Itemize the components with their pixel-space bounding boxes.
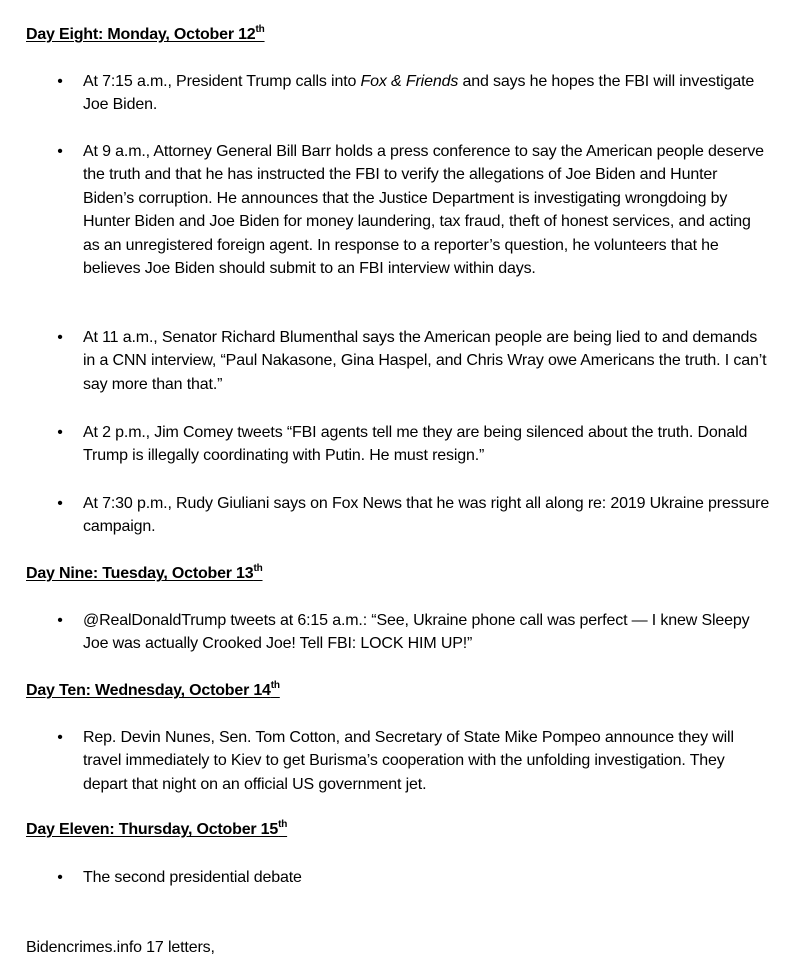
footer-note: Bidencrimes.info 17 letters, <box>26 939 215 956</box>
bullet-icon: • <box>57 729 63 746</box>
day-ten-heading: Day Ten: Wednesday, October 14th <box>26 680 280 699</box>
day-eight-item-4: At 2 p.m., Jim Comey tweets “FBI agents tell me they are being silenced about the truth. Donald Trump is illegally coordinating with Putin. He must resign.” <box>83 424 748 465</box>
day-eleven-item-1: The second presidential debate <box>83 869 302 886</box>
day-ten-item-1: Rep. Devin Nunes, Sen. Tom Cotton, and Secretary of State Mike Pompeo announce they will travel immediately to Kiev to get Burisma’s cooperation with the unfolding investigation. They depart that night on an official US government jet. <box>83 729 734 793</box>
day-eight-item-5: At 7:30 p.m., Rudy Giuliani says on Fox News that he was right all along re: 2019 Ukraine pressure campaign. <box>83 495 770 536</box>
day-eight-item-3: At 11 a.m., Senator Richard Blumenthal says the American people are being lied to and demands in a CNN interview, “Paul Nakasone, Gina Haspel, and Chris Wray owe Americans the truth. I can’t say more than that.” <box>83 329 767 393</box>
day-nine-item-1: @RealDonaldTrump tweets at 6:15 a.m.: “See, Ukraine phone call was perfect — I knew Sleepy Joe was actually Crooked Joe! Tell FBI: LOCK HIM UP!” <box>83 612 750 653</box>
bullet-icon: • <box>57 73 63 90</box>
bullet-icon: • <box>57 424 63 441</box>
day-eleven-heading: Day Eleven: Thursday, October 15th <box>26 819 288 838</box>
bullet-icon: • <box>57 869 63 886</box>
day-nine-heading: Day Nine: Tuesday, October 13th <box>26 563 263 582</box>
day-eight-item-1: At 7:15 a.m., President Trump calls into Fox & Friends and says he hopes the FBI will investigate Joe Biden. <box>83 73 755 114</box>
day-eight-item-2: At 9 a.m., Attorney General Bill Barr holds a press conference to say the American people deserve the truth and that he has instructed the FBI to verify the allegations of Joe Biden and Hunter Biden’s corruption. He announces that the Justice Department is investigating wrongdoing by Hunter Biden and Joe Biden for money laundering, tax fraud, theft of honest services, and acting as an unregistered foreign agent. In response to a reporter’s question, he volunteers that he believes Joe Biden should submit to an FBI interview within days. <box>83 143 764 278</box>
bullet-icon: • <box>57 495 63 512</box>
day-eight-heading: Day Eight: Monday, October 12th <box>26 24 265 43</box>
bullet-icon: • <box>57 612 63 629</box>
bullet-icon: • <box>57 329 63 346</box>
bullet-icon: • <box>57 143 63 160</box>
